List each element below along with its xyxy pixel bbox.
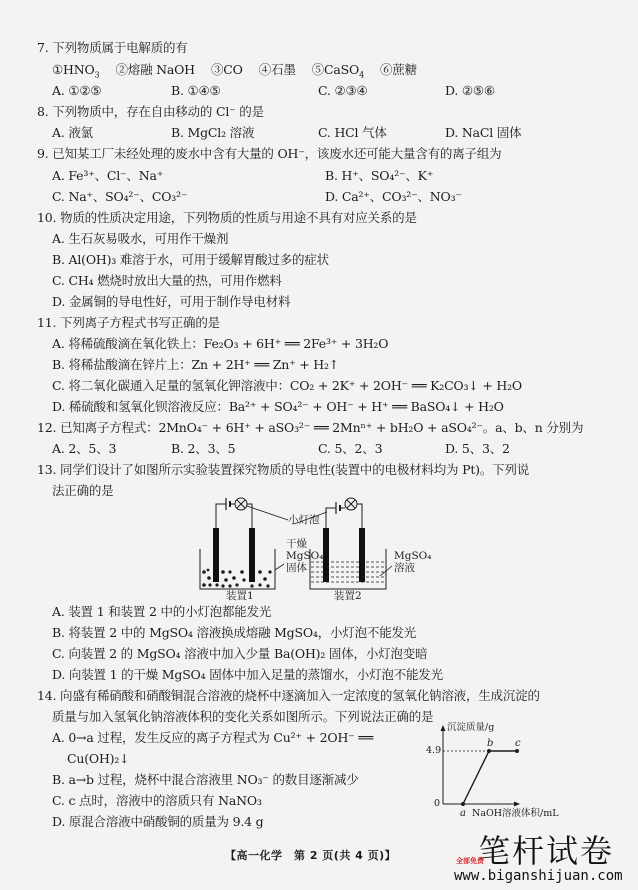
q8-option-d: D. NaCl 固体: [445, 125, 522, 140]
device1-note-line3: 固体: [286, 562, 307, 574]
q13-option-c: C. 向装置 2 的 MgSO₄ 溶液中加入少量 Ba(OH)₂ 固体，小灯泡变暗: [52, 646, 428, 661]
q13-stem-line2: 法正确的是: [52, 483, 114, 498]
q10-stem: 10. 物质的性质决定用途，下列物质的性质与用途不具有对应关系的是: [37, 210, 417, 225]
q14-option-c: C. c 点时，溶液中的溶质只有 NaNO₃: [52, 793, 262, 808]
device1-note-line2: MgSO₄: [286, 550, 324, 562]
q14-precipitate-graph: [420, 722, 610, 832]
q11-option-b: B. 将稀盐酸滴在锌片上：Zn + 2H⁺ ══ Zn⁺ + H₂↑: [52, 357, 340, 372]
q14-option-a-line2: Cu(OH)₂↓: [67, 751, 130, 766]
device2-solution-lines: [311, 562, 385, 582]
q10-option-b: B. Al(OH)₃ 难溶于水，可用于缓解胃酸过多的症状: [52, 252, 329, 267]
q13-option-a: A. 装置 1 和装置 2 中的小灯泡都能发光: [52, 604, 272, 619]
watermark-free-tag: 全部免费: [456, 857, 484, 865]
q13-option-b: B. 将装置 2 中的 MgSO₄ 溶液换成熔融 MgSO₄，小灯泡不能发光: [52, 625, 417, 640]
device1-solid-particles: [202, 569, 271, 588]
device1-label: 装置1: [226, 590, 254, 602]
y-axis-arrow-icon: [441, 725, 446, 731]
q12-option-b: B. 2、3、5: [171, 441, 236, 456]
q14-option-d: D. 原混合溶液中硝酸铜的质量为 9.4 g: [52, 814, 264, 829]
q14-option-b: B. a→b 过程，烧杯中混合溶液里 NO₃⁻ 的数目逐渐减少: [52, 772, 359, 787]
device1-note-line1: 干燥: [286, 538, 307, 550]
graph-x-label: NaOH溶液体积/mL: [472, 808, 559, 819]
watermark-url: www.biganshijuan.com: [454, 868, 623, 884]
q11-option-a: A. 将稀硫酸滴在氧化铁上：Fe₂O₃ + 6H⁺ ══ 2Fe³⁺ + 3H₂O: [52, 336, 389, 351]
q8-option-c: C. HCl 气体: [318, 125, 387, 140]
point-a: [461, 802, 465, 806]
bulb-label: 小灯泡: [288, 514, 320, 526]
device2-circuit: [326, 498, 362, 532]
device1-electrode-left: [213, 528, 219, 582]
rising-segment: [463, 751, 489, 804]
q14-stem-line2: 质量与加入氢氧化钠溶液体积的变化关系如图所示。下列说法正确的是: [52, 709, 434, 724]
graph-y-tick: 4.9: [426, 745, 442, 756]
q10-option-a: A. 生石灰易吸水，可用作干燥剂: [52, 231, 229, 246]
q13-apparatus-figure: [190, 492, 460, 604]
q10-option-c: C. CH₄ 燃烧时放出大量的热，可用作燃料: [52, 273, 282, 288]
q8-option-a: A. 液氯: [52, 125, 93, 140]
device2-note-line1: MgSO₄: [394, 550, 432, 562]
q12-option-d: D. 5、3、2: [445, 441, 510, 456]
device2-label: 装置2: [334, 590, 362, 602]
q9-option-d: D. Ca²⁺、CO₃²⁻、NO₃⁻: [325, 189, 462, 204]
q9-option-a: A. Fe³⁺、Cl⁻、Na⁺: [52, 168, 164, 183]
q14-stem-line1: 14. 向盛有稀硝酸和硝酸铜混合溶液的烧杯中逐滴加入一定浓度的氢氧化钠溶液，生成沉淀的: [37, 688, 540, 703]
q13-option-d: D. 向装置 1 的干燥 MgSO₄ 固体中加入足量的蒸馏水，小灯泡不能发光: [52, 667, 443, 682]
q7-option-a: A. ①②⑤: [52, 83, 102, 98]
graph-origin: 0: [434, 798, 441, 809]
q13-stem-line1: 13. 同学们设计了如图所示实验装置探究物质的导电性(装置中的电极材料均为 Pt)。下列说: [37, 462, 530, 477]
watermark-title: 笔杆试卷: [478, 832, 615, 870]
q8-stem: 8. 下列物质中，存在自由移动的 Cl⁻ 的是: [37, 104, 264, 119]
q11-option-d: D. 稀硫酸和氢氧化钡溶液反应：Ba²⁺ + SO₄²⁻ + OH⁻ + H⁺ ══ BaSO₄↓ + H₂O: [52, 399, 504, 414]
q7-stem: 7. 下列物质属于电解质的有: [37, 40, 188, 55]
q12-option-c: C. 5、2、3: [318, 441, 383, 456]
graph-point-b-label: b: [487, 738, 494, 749]
device1-circuit: [216, 498, 252, 532]
q11-stem: 11. 下列离子方程式书写正确的是: [37, 315, 220, 330]
q9-stem: 9. 已知某工厂未经处理的废水中含有大量的 OH⁻，该废水还可能大量含有的离子组为: [37, 146, 502, 161]
graph-point-c-label: c: [515, 738, 521, 749]
device2-electrode-left: [323, 528, 329, 582]
device1-electrode-right: [249, 528, 255, 582]
q9-option-c: C. Na⁺、SO₄²⁻、CO₃²⁻: [52, 189, 188, 204]
q12-option-a: A. 2、5、3: [52, 441, 117, 456]
q9-option-b: B. H⁺、SO₄²⁻、K⁺: [325, 168, 434, 183]
device1-beaker: [200, 549, 275, 589]
q11-option-c: C. 将二氧化碳通入足量的氢氧化钾溶液中：CO₂ + 2K⁺ + 2OH⁻ ══ K₂CO₃↓ + H₂O: [52, 378, 522, 393]
q7-option-d: D. ②⑤⑥: [445, 83, 495, 98]
graph-y-label: 沉淀质量/g: [447, 722, 495, 733]
graph-point-a-label: a: [460, 808, 466, 819]
q7-items: $①HNO_3$ ②熔融 NaOH ③CO ④石墨 ⑤CaSO$_4$ ⑥蔗糖: [52, 62, 417, 80]
device2-note-line2: 溶液: [394, 562, 415, 574]
q8-option-b: B. MgCl₂ 溶液: [171, 125, 255, 140]
device2-electrode-right: [359, 528, 365, 582]
q7-option-b: B. ①④⑤: [171, 83, 221, 98]
apparatus-diagram: [190, 492, 460, 604]
q14-option-a-line1: A. 0→a 过程，发生反应的离子方程式为 Cu²⁺ + 2OH⁻ ══: [52, 730, 373, 745]
x-axis-arrow-icon: [514, 802, 520, 807]
q12-stem: 12. 已知离子方程式：2MnO₄⁻ + 6H⁺ + aSO₃²⁻ ══ 2Mnⁿ⁺ + bH₂O + aSO₄²⁻。a、b、n 分别为: [37, 420, 584, 435]
q7-option-c: C. ②③④: [318, 83, 368, 98]
q10-option-d: D. 金属铜的导电性好，可用于制作导电材料: [52, 294, 291, 309]
page-footer: 【高一化学 第 2 页(共 4 页)】: [225, 849, 397, 862]
